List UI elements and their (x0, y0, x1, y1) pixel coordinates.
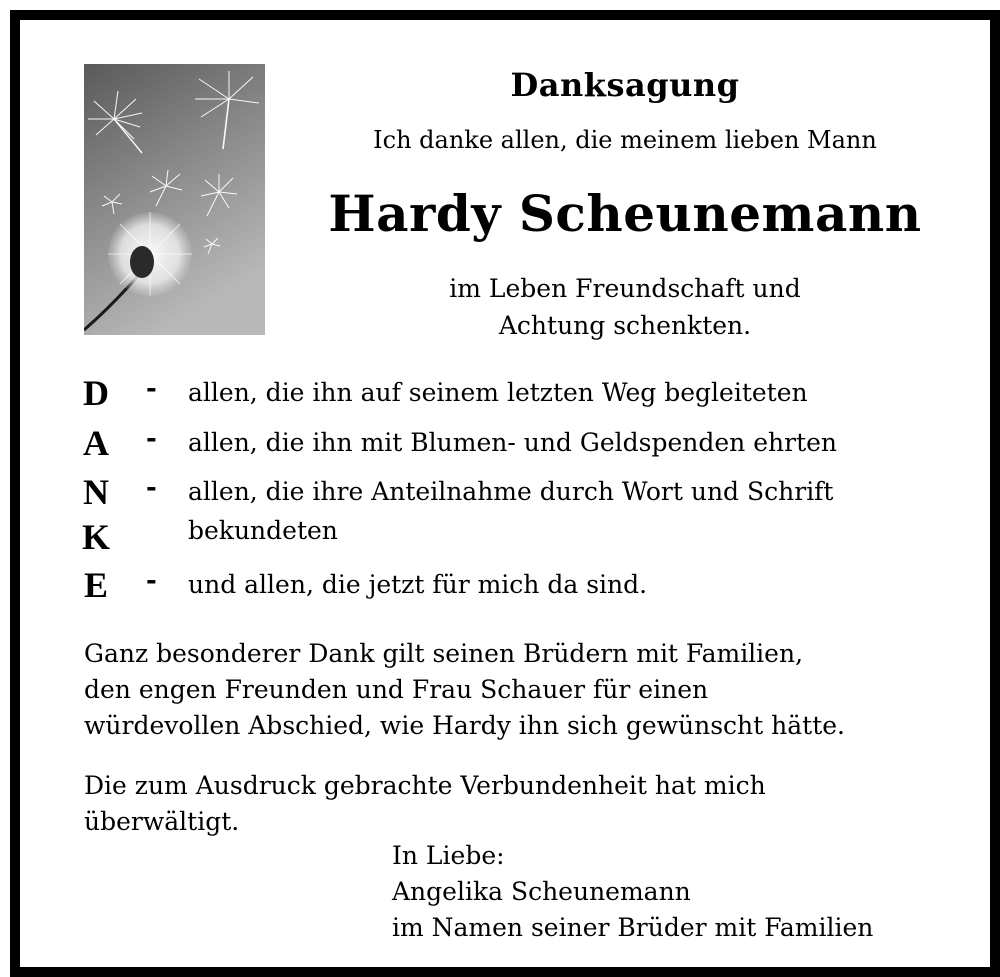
signature-line: In Liebe: (392, 841, 505, 870)
signature-line: im Namen seiner Brüder mit Familien (392, 913, 874, 942)
solidarity-paragraph (84, 768, 766, 840)
paragraph-line: Ganz besonderer Dank gilt seinen Brüdern mit Familien, (84, 639, 804, 668)
dandelion-photo (84, 64, 265, 335)
paragraph-line: Die zum Ausdruck gebrachte Verbundenheit hat mich (84, 771, 766, 800)
danke-text: allen, die ihn mit Blumen- und Geldspenden ehrten (188, 428, 838, 457)
signature-line: Angelika Scheunemann (392, 877, 691, 906)
danke-text: und allen, die jetzt für mich da sind. (188, 570, 648, 599)
danke-letter: D (83, 373, 109, 413)
danke-text: bekundeten (188, 516, 338, 545)
intro-line: Ich danke allen, die meinem lieben Mann (373, 126, 877, 154)
danke-letter: K (81, 517, 110, 557)
danke-dash: - (146, 374, 157, 404)
danke-text: allen, die ihre Anteilnahme durch Wort und Schrift (188, 477, 834, 506)
danke-letter: E (83, 565, 108, 605)
paragraph-line: würdevollen Abschied, wie Hardy ihn sich gewünscht hätte. (84, 711, 845, 740)
notice-frame (10, 10, 1000, 977)
thanks-paragraph (84, 636, 845, 744)
danke-dash: - (146, 424, 157, 454)
danke-letter: N (83, 472, 109, 512)
danke-dash: - (146, 566, 157, 596)
signature-block (392, 838, 873, 946)
danke-letter: A (83, 423, 109, 463)
notice-title: Danksagung (510, 66, 740, 104)
tribute-line-1: im Leben Freundschaft und (449, 274, 801, 303)
deceased-name: Hardy Scheunemann (328, 184, 922, 243)
danke-dash: - (146, 473, 157, 503)
paragraph-line: den engen Freunden und Frau Schauer für einen (84, 675, 709, 704)
tribute-line-2: Achtung schenkten. (498, 311, 752, 340)
danke-text: allen, die ihn auf seinem letzten Weg begleiteten (188, 378, 808, 407)
paragraph-line: überwältigt. (84, 807, 240, 836)
